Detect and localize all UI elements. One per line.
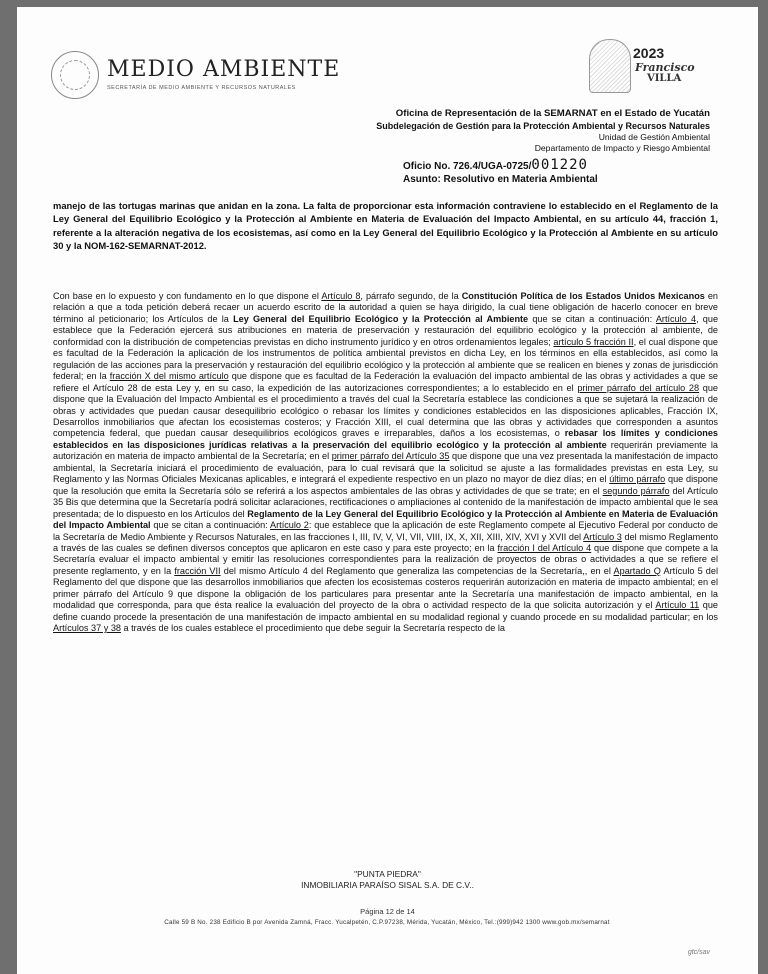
text-run: en relación a que a toda petición deberá recaer un acuerdo escrito de la autoridad a quien se haya dirigido, la cual tiene obligación de hacerlo conocer en breve término al peticionario; los Artículos de la	[53, 291, 718, 324]
text-run: del mismo Artículo 4 del Reglamento que generaliza las competencias de la Secretaría,, en el	[220, 565, 614, 576]
text-run: que dispone que compete a la Secretaría evaluar el impacto ambiental y emitir las resoluciones correspondientes para la realización de proyectos de obras o actividades a que se refiere el presente reglamento, y en la	[53, 542, 718, 576]
page-number: Página 12 de 14	[360, 907, 415, 916]
legal-reference: fracción X del mismo artículo	[109, 371, 229, 382]
asunto-line: Asunto: Resolutivo en Materia Ambiental	[403, 174, 598, 185]
oficio-number	[403, 159, 588, 173]
text-run: : que establece que la aplicación de este Reglamento compete al Ejecutivo Federal por conducto de la Secretaría de Medio Ambiente y Recursos Naturales, en las fracciones I, III, IV, V, VI, VII, VIII, IX, X, XII, XIII, XIV, XVI y XVII del	[53, 520, 718, 542]
text-run: requerirán previamente la autorización en materia de impacto ambiental de la Secretaría; en el	[53, 439, 718, 462]
logo-year: 2023	[633, 45, 665, 61]
company-name: INMOBILIARIA PARAÍSO SISAL S.A. DE C.V..	[301, 880, 474, 890]
legal-reference: Artículos 37 y 38	[53, 623, 121, 634]
text-run: que se citan a continuación:	[150, 520, 271, 531]
legal-reference: fracción I del Artículo 4	[497, 542, 592, 553]
text-run: del mismo Reglamento a través de las cuales se definen diversos conceptos que aplicaron en este caso y para este proyecto; en la	[53, 531, 719, 553]
logo-first-name: Francisco	[635, 61, 695, 74]
text-run: que define cuando procede la presentación de una manifestación de impacto ambiental en su modalidad regional y cuando procede en su modalidad particular; en los	[53, 600, 718, 622]
office-header	[376, 107, 710, 154]
unit-name: Unidad de Gestión Ambiental	[598, 132, 710, 142]
text-run: del Artículo 35 Bis que determina que la Secretaría podrá solicitar aclaraciones, rectificaciones o ampliaciones al contenido de la manifestación de impacto ambiental que le sea presentada; de lo dispuesto en los Artículos del	[53, 485, 718, 519]
address-footer: Calle 59 B No. 238 Edificio B por Avenida Zamná, Fracc. Yucalpetén, C.P.97238, Mérida, Yucatán, México, Tel.:(999)942 1300 www.gob.mx/semarnat	[164, 919, 610, 926]
legal-reference: Artículo 11	[655, 600, 700, 611]
initials-mark: gtc/sav	[687, 949, 710, 956]
brand-title: MEDIO AMBIENTE	[107, 57, 341, 82]
legal-reference: artículo 5 fracción II	[553, 336, 634, 347]
office-name: Oficina de Representación de la SEMARNAT en el Estado de Yucatán	[395, 108, 710, 119]
text-run: que dispone que una vez presentada la manifestación de impacto ambiental, la Secretaría iniciará el procedimiento de evaluación, para lo cual revisará que la solicitud se ajuste a las formalidades previstas en esta Ley, su Reglamento y las Normas Oficiales Mexicanas aplicables, e integrará el expediente respectivo en un plazo no mayor de diez días; en el	[53, 451, 719, 485]
project-name: "PUNTA PIEDRA"	[354, 869, 421, 879]
text-run: que dispone que la resolución que emita la Secretaría sólo se referirá a los aspectos ambientales de las obras y actividades de que se trate; en el	[53, 474, 718, 496]
text-run: , que establece que la Federación ejercerá sus atribuciones en materia de preservación y restauración del equilibrio ecológico y la protección al ambiente, de conformidad con la distribución de competencias previstas en dicho instrumento jurídico y en otros ordenamientos legales;	[53, 313, 719, 347]
brand-subtitle: SECRETARÍA DE MEDIO AMBIENTE Y RECURSOS NATURALES	[107, 85, 296, 91]
department-name: Departamento de Impacto y Riesgo Ambiental	[534, 143, 710, 153]
text-run: a través de los cuales establece el procedimiento que debe seguir la Secretaría respecto de la	[120, 623, 505, 634]
legal-reference-bold: rebasar los límites y condiciones establecidos en las disposiciones jurídicas relativas a la preservación del equilibrio ecológico y la protección al ambiente	[53, 428, 718, 450]
text-run: Con base en lo expuesto y con fundamento en lo que dispone el	[53, 291, 322, 301]
legal-reference: Artículo 2	[270, 520, 309, 531]
legal-reference: Artículo 3	[583, 531, 622, 542]
legal-reference: fracción VII	[174, 565, 221, 576]
legal-reference: primer párrafo del Artículo 35	[331, 451, 450, 462]
legal-reference: Artículo 4	[655, 313, 697, 324]
text-run: que dispone que es facultad de la Federación la evaluación del impacto ambiental de las obras y actividades a que se refiere el Artículo 28 de esta Ley y, en su caso, la expedición de las autorizaciones correspondientes; a lo establecido en el	[53, 371, 718, 393]
legal-reference: último párrafo	[609, 474, 666, 485]
intro-paragraph: manejo de las tortugas marinas que anidan en la zona. La falta de proporcionar esta información contraviene lo establecido en el Reglamento de la Ley General del Equilibrio Ecológico y la Protección al Ambiente en Materia de Evaluación del Impacto Ambiental, en su artículo 44, fracción 1, referente a la alteración negativa de los ecosistemas, así como en la Ley General del Equilibrio Ecológico y la Protección al Ambiente en su artículo 30 y la NOM-162-SEMARNAT-2012.	[53, 200, 718, 251]
semarnat-logo	[51, 51, 340, 99]
legal-reference: primer párrafo del artículo 28	[577, 382, 700, 393]
document-page	[17, 7, 758, 974]
brand-block	[107, 59, 340, 91]
oficio-stamp-number: 001220	[531, 157, 588, 173]
legal-reference-bold: Constitución Política de los Estados Unidos Mexicanos	[461, 291, 705, 301]
year-commemorative-logo	[589, 37, 707, 101]
text-run: que dispone que la Evaluación del Impacto Ambiental es el procedimiento a través del cual la Secretaría establece las condiciones a que se sujetará la realización de obras y actividades que puedan causar desequilibrio ecológico o rebasar los límites y condiciones establecidos en las disposiciones aplicables, Fracción IX, Desarrollos inmobiliarios que afectan los ecosistemas costeros; y Fracción XIII, el cual determina que las obras y actividades que corresponden a asuntos competencia federal, que puedan causar desequilibrios ecológicos graves e irreparables, daños a los ecosistemas, o	[53, 382, 718, 439]
legal-reference-bold: Reglamento de la Ley General del Equilibrio Ecológico y la Protección al Ambiente en Materia de Evaluación del Impacto Ambiental	[53, 508, 718, 531]
text-run: Artículo 5 del Reglamento del que dispone que las desarrollos inmobiliarios que afecten los ecosistemas costeros requerirán autorización en materia de impacto ambiental; en el primer párrafo del Artículo 9 que dispone la obligación de los particulares para presentar ante la Secretaría una manifestación de impacto ambiental, en la modalidad que corresponda, para que ésta realice la evaluación del proyecto de la obra o actividad respecto de la que solicita autorización y el	[53, 565, 718, 611]
project-footer	[17, 869, 758, 891]
legal-reference: Apartado Q	[613, 565, 661, 576]
text-run: , el cual dispone que es facultad de la Federación la aplicación de los instrumentos de política ambiental previstos en dicha Ley, en los términos en ella establecidos, así como la regulación de las acciones para la preservación y restauración del equilibrio ecológico y la protección al ambiente que se realicen en bienes y zonas de jurisdicción federal; en la	[53, 336, 718, 382]
legal-reference-bold: Ley General del Equilibrio Ecológico y la Protección al Ambiente	[233, 313, 529, 324]
text-run: que se citan a continuación:	[528, 313, 656, 324]
national-seal-icon	[51, 51, 99, 99]
logo-last-name: VILLA	[647, 73, 682, 84]
legal-reference: segundo párrafo	[602, 485, 670, 496]
portrait-icon	[589, 39, 631, 93]
legal-basis-paragraph	[53, 291, 718, 635]
oficio-label: Oficio No. 726.4/UGA-0725/	[403, 161, 532, 172]
legal-reference: Artículo 8	[321, 291, 361, 301]
text-run: , párrafo segundo, de la	[360, 291, 462, 301]
subdelegation-name: Subdelegación de Gestión para la Protección Ambiental y Recursos Naturales	[376, 121, 710, 131]
